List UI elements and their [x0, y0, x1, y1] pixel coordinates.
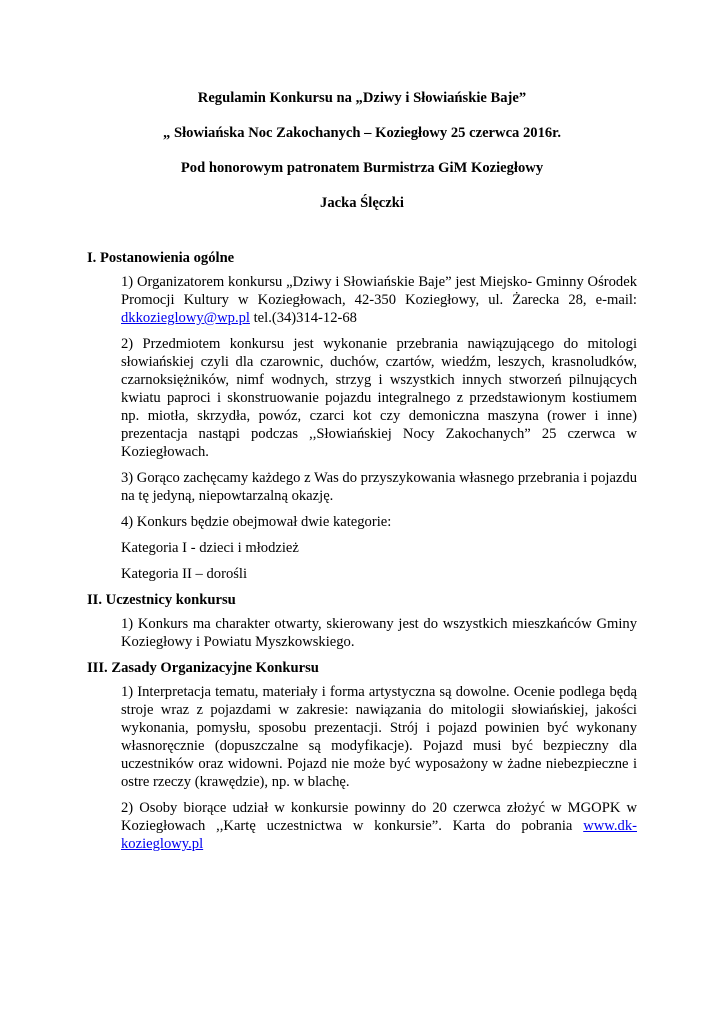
registration-text: 2) Osoby biorące udział w konkursie powinny do 20 czerwca złożyć w MGOPK w Koziegłowach ,,Kartę uczestnictwa w konkursie”. Karta do pobrania — [121, 800, 637, 834]
paragraph-organizer — [121, 273, 637, 327]
paragraph-encouragement: 3) Gorąco zachęcamy każdego z Was do przyszykowania własnego przebrania i pojazdu na tę jedyną, niepowtarzalną okazję. — [121, 470, 638, 504]
paragraph-participants: 1) Konkurs ma charakter otwarty, skierowany jest do wszystkich mieszkańców Gminy Koziegłowy i Powiatu Myszkowskiego. — [121, 616, 637, 650]
paragraph-registration — [121, 799, 637, 853]
title-line-3: Pod honorowym patronatem Burmistrza GiM Koziegłowy — [180, 160, 544, 176]
paragraph-subject: 2) Przedmiotem konkursu jest wykonanie przebrania nawiązującego do mitologi słowiańskiej czyli dla czarownic, duchów, czartów, wiedźm, leszych, krasnoludków, czarnoksiężników, nimf wodnych, strzyg i wszystkich innych stworzeń pilnujących kwiatu paproci i skonstruowanie pojazdu integralnego z przedstawionym kostiumem np. miotła, skrzydła, powóz, czarci kot czy demoniczna maszyna (rower i inne) prezentacja nastąpi podczas ,,Słowiańskiej Nocy Zakochanych” 25 czerwca w Koziegłowach. — [121, 336, 637, 460]
title-line-4: Jacka Ślęczki — [320, 195, 404, 211]
paragraph-interpretation: 1) Interpretacja tematu, materiały i forma artystyczna są dowolne. Ocenie podlega będą stroje wraz z pojazdami w zakresie: nawiązania do mitologii słowiańskiej, jakości wykonania, pomysłu, sposobu prezentacji. Strój i pojazd powinien być wykonany własnoręcznie (dopuszczalne są modyfikacje). Pojazd musi być bezpieczny dla uczestników oraz widowni. Pojazd nie może być wyposażony w żadne niebezpieczne i ostre rzeczy (krawędzie), np. w blachę. — [121, 684, 637, 790]
website-link[interactable]: www.dk-kozieglowy.pl — [121, 818, 637, 852]
category-1: Kategoria I - dzieci i młodzież — [121, 540, 299, 556]
section-heading-rules: III. Zasady Organizacyjne Konkursu — [87, 660, 319, 676]
document-body — [87, 249, 637, 861]
paragraph-categories-intro: 4) Konkurs będzie obejmował dwie kategorie: — [121, 514, 392, 530]
section-heading-general: I. Postanowienia ogólne — [87, 250, 235, 266]
category-2: Kategoria II – dorośli — [121, 566, 248, 582]
email-link[interactable]: dkkozieglowy@wp.pl — [121, 310, 250, 326]
title-line-2: „ Słowiańska Noc Zakochanych – Koziegłowy 25 czerwca 2016r. — [163, 125, 561, 141]
document-title-block — [0, 88, 724, 228]
section-heading-participants: II. Uczestnicy konkursu — [87, 592, 236, 608]
phone-text: tel.(34)314-12-68 — [249, 310, 357, 326]
organizer-text: 1) Organizatorem konkursu „Dziwy i Słowiańskie Baje” jest Miejsko- Gminny Ośrodek Promocji Kultury w Koziegłowach, 42-350 Koziegłowy, ul. Żarecka 28, e-mail: — [121, 274, 637, 308]
title-line-1: Regulamin Konkursu na „Dziwy i Słowiańskie Baje” — [197, 90, 527, 106]
